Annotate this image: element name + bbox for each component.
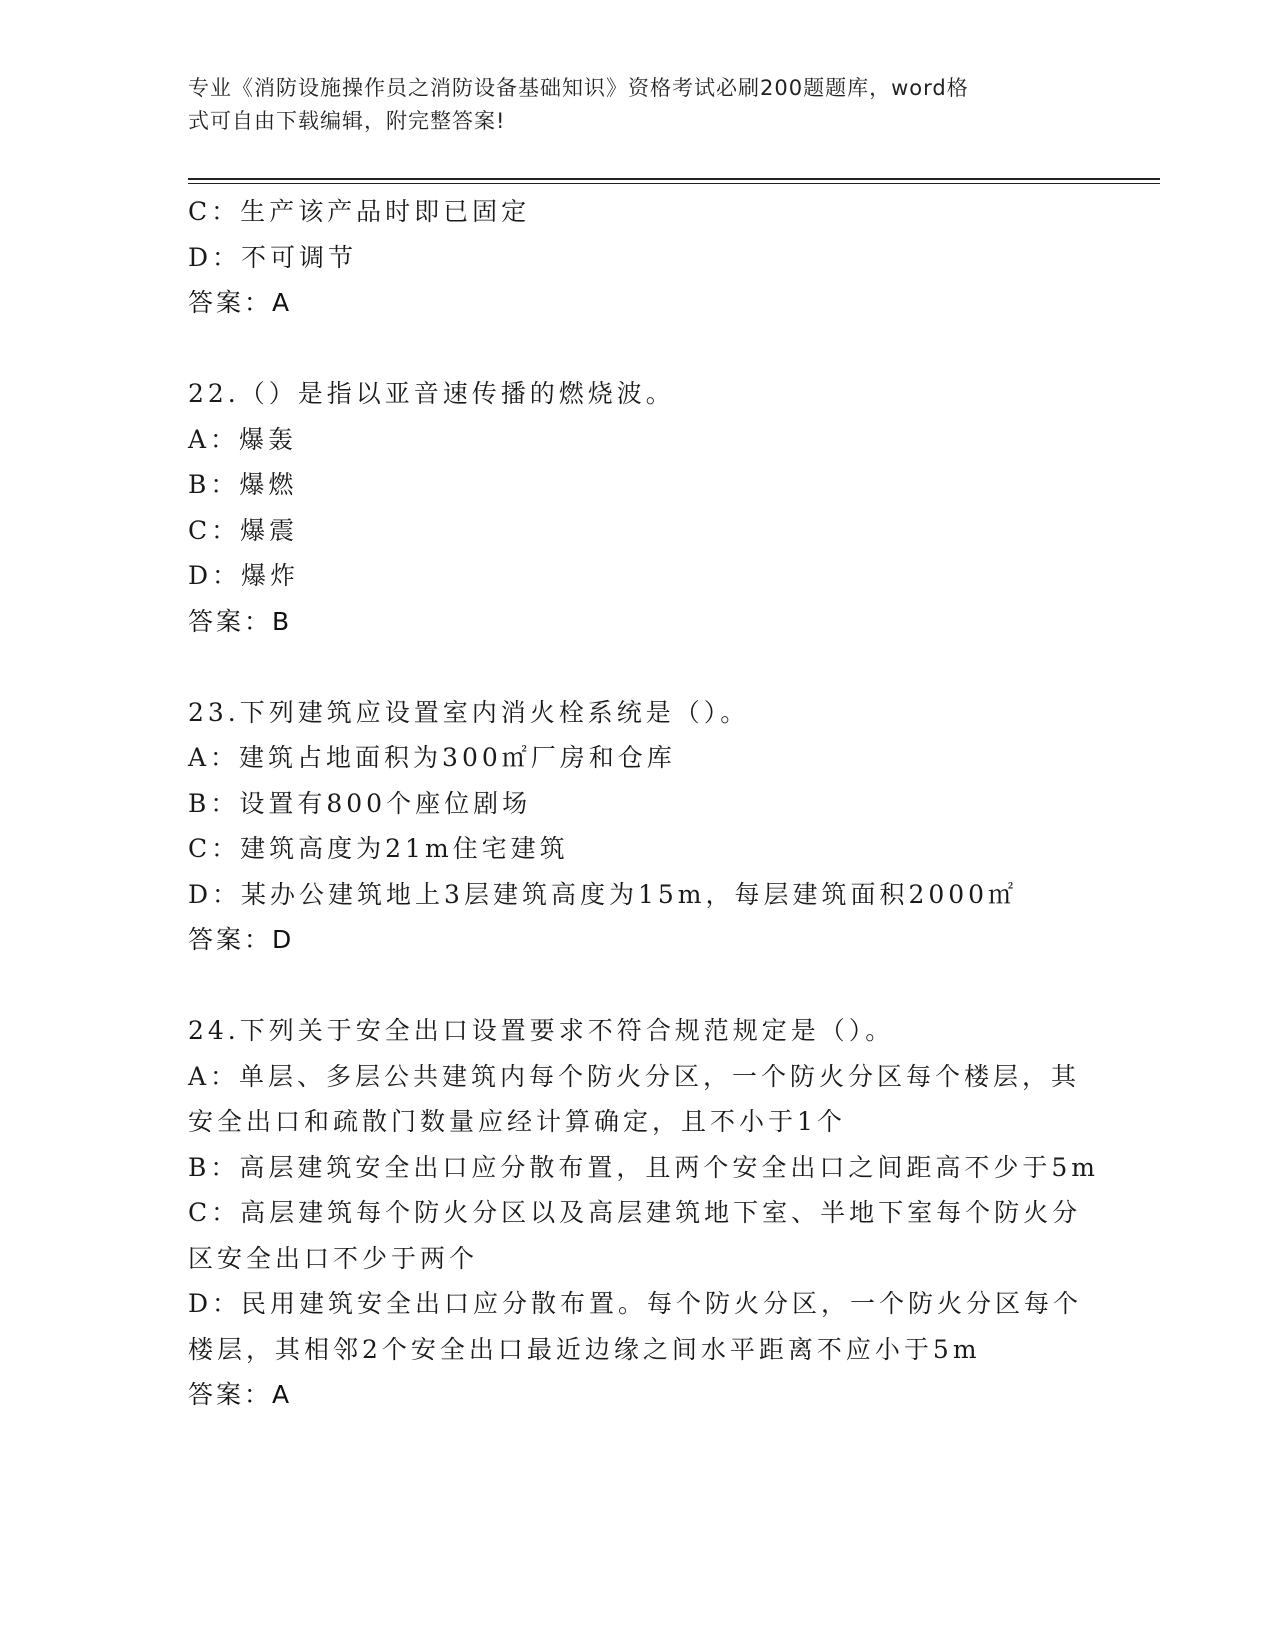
- option-d-line-1: D：民用建筑安全出口应分散布置。每个防火分区，一个防火分区每个: [188, 1289, 1083, 1318]
- document-header: [188, 72, 1088, 138]
- answer-line: 答案：D: [188, 925, 295, 954]
- option-a: A：建筑占地面积为300㎡厂房和仓库: [188, 743, 676, 772]
- question-stem: 24.下列关于安全出口设置要求不符合规范规定是（）。: [188, 1016, 895, 1045]
- question-21-tail: [188, 189, 1088, 326]
- option-a-line-2: 安全出口和疏散门数量应经计算确定，且不小于1个: [188, 1107, 846, 1136]
- header-divider-thin: [188, 183, 1160, 184]
- option-c-line-1: C：高层建筑每个防火分区以及高层建筑地下室、半地下室每个防火分: [188, 1198, 1082, 1227]
- option-c-line-2: 区安全出口不少于两个: [188, 1243, 479, 1273]
- question-23: [188, 690, 1088, 963]
- option-c: C：建筑高度为21m住宅建筑: [188, 834, 569, 863]
- header-line-1: 专业《消防设施操作员之消防设备基础知识》资格考试必刷200题题库，word格: [188, 76, 969, 100]
- option-a-line-1: A：单层、多层公共建筑内每个防火分区，一个防火分区每个楼层，其: [188, 1061, 1081, 1091]
- option-d: D：某办公建筑地上3层建筑高度为15m，每层建筑面积2000㎡: [188, 879, 1018, 909]
- header-divider-thick: [188, 178, 1160, 180]
- spacer: [188, 963, 1088, 1009]
- question-stem: 23.下列建筑应设置室内消火栓系统是（）。: [188, 697, 750, 727]
- answer-line: 答案：A: [188, 288, 293, 317]
- answer-line: 答案：A: [188, 1380, 293, 1409]
- option-b: B：爆燃: [188, 470, 298, 499]
- option-d-line-2: 楼层，其相邻2个安全出口最近边缘之间水平距离不应小于5m: [188, 1334, 981, 1364]
- question-list: [188, 189, 1099, 1418]
- option-c: C：生产该产品时即已固定: [188, 197, 531, 226]
- option-d: D：爆炸: [188, 561, 300, 590]
- question-22: [188, 371, 1088, 644]
- option-a: A：爆轰: [188, 424, 298, 454]
- spacer: [188, 326, 1088, 372]
- option-b: B：设置有800个座位剧场: [188, 788, 532, 818]
- answer-line: 答案：B: [188, 606, 293, 636]
- option-d: D：不可调节: [188, 242, 358, 272]
- question-24: [188, 1008, 1099, 1418]
- spacer: [188, 644, 1088, 690]
- header-line-2: 式可自由下载编辑，附完整答案!: [188, 109, 506, 133]
- option-b: B：高层建筑安全出口应分散布置，且两个安全出口之间距高不少于5m: [188, 1152, 1099, 1182]
- option-c: C：爆震: [188, 515, 299, 545]
- question-stem: 22.（）是指以亚音速传播的燃烧波。: [188, 379, 675, 408]
